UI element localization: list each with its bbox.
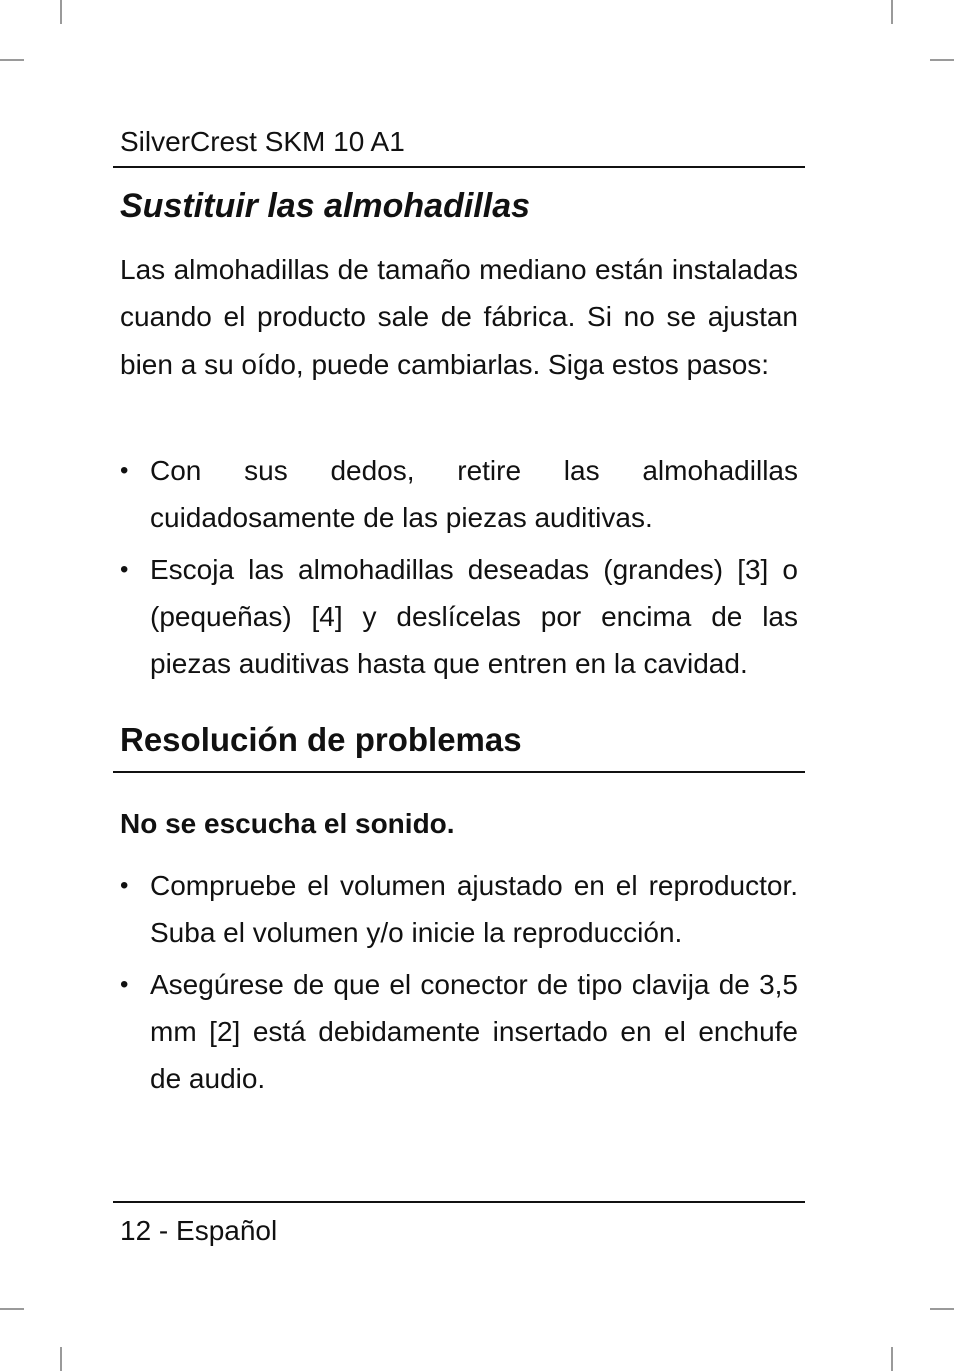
crop-mark [930,1308,954,1310]
list-item [120,862,798,957]
crop-mark [60,1347,62,1371]
crop-mark [891,0,893,24]
crop-mark [891,1347,893,1371]
running-header: SilverCrest SKM 10 A1 [120,126,405,157]
list-item-text: Compruebe el volumen ajustado en el reproductor. Suba el volumen y/o inicie la reproducción. [150,870,798,949]
list-item-text: Asegúrese de que el conector de tipo clavija de 3,5 mm [2] está debidamente insertado en el enchufe de audio. [150,968,798,1095]
problem-heading: No se escucha el sonido. [120,808,455,839]
troubleshooting-steps [120,862,798,1102]
bullet-icon: • [120,970,129,998]
intro-paragraph: Las almohadillas de tamaño mediano están instaladas cuando el producto sale de fábrica. Si no se ajustan bien a su oído, puede cambiarlas. Siga estos pasos: [120,254,798,380]
crop-mark [0,59,24,61]
section-rule [113,771,805,773]
bullet-icon: • [120,555,129,583]
footer-rule [113,1201,805,1203]
replace-pads-steps [120,447,798,687]
header-rule [113,166,805,168]
list-item [120,961,798,1103]
page-number: 12 - Español [120,1215,278,1246]
list-item [120,447,798,542]
list-item [120,546,798,688]
section-title-replace-pads: Sustituir las almohadillas [120,187,531,225]
section-title-troubleshooting: Resolución de problemas [120,721,522,758]
bullet-icon: • [120,872,129,899]
crop-mark [0,1308,24,1310]
bullet-icon: • [120,457,129,484]
list-item-text: Con sus dedos, retire las almohadillas cuidadosamente de las piezas auditivas. [150,455,798,534]
crop-mark [930,59,954,61]
crop-mark [60,0,62,24]
list-item-text: Escoja las almohadillas deseadas (grandes) [3] o (pequeñas) [4] y deslícelas por encima de las piezas auditivas hasta que entren en la cavidad. [150,553,798,680]
